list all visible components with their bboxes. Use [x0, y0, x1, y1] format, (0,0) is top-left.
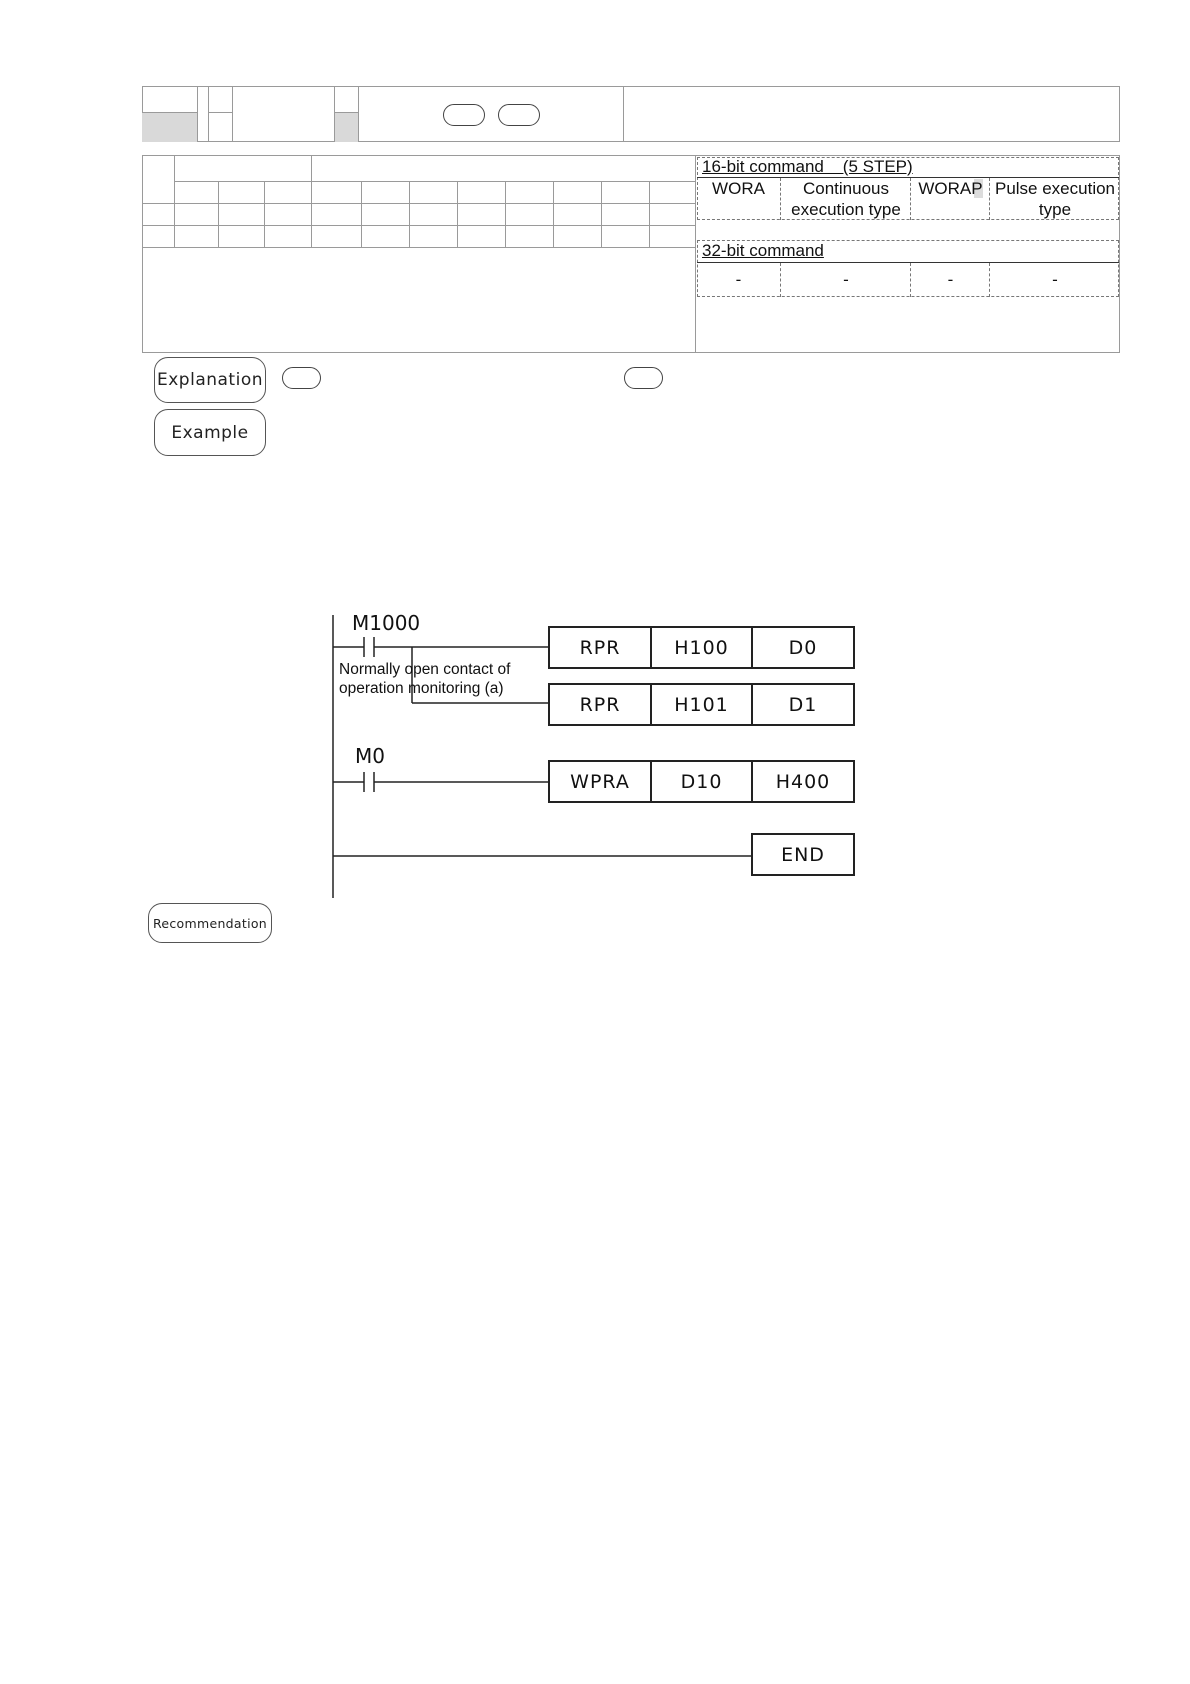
example-button[interactable]: Example [154, 409, 266, 456]
command-16bit-title: 16-bit command (5 STEP) [702, 157, 913, 176]
instruction-dst-1: D0 [751, 626, 855, 669]
instruction-src-2: H101 [650, 683, 753, 726]
contact-m0-label: M0 [355, 744, 385, 768]
command-32bit-value-2: - [843, 270, 849, 289]
instruction-src-1: H100 [650, 626, 753, 669]
command-32bit-value-3: - [947, 270, 954, 289]
contact-m1000-note-line2: operation monitoring (a) [339, 680, 504, 697]
instruction-op-1: RPR [548, 626, 652, 669]
instruction-op-3: WPRA [548, 760, 652, 803]
recommendation-button[interactable]: Recommendation [148, 903, 272, 943]
instruction-dst-3: H400 [751, 760, 855, 803]
command-32bit-title: 32-bit command [702, 241, 824, 260]
instruction-op-2: RPR [548, 683, 652, 726]
explanation-button[interactable]: Explanation [154, 357, 266, 403]
pulse-label: Pulse execution type [994, 179, 1116, 219]
contact-m1000-note-line1: Normally open contact of [339, 661, 511, 678]
continuous-label: Continuous execution type [791, 179, 901, 219]
contact-m1000-label: M1000 [352, 611, 421, 635]
instruction-src-3: D10 [650, 760, 753, 803]
command-32bit-value-4: - [1052, 270, 1058, 289]
pulse-mnemonic-text: WORAP [918, 179, 983, 198]
command-32bit-value-1: - [735, 270, 742, 289]
continuous-mnemonic: WORA [712, 179, 765, 198]
end-instruction: END [751, 833, 855, 876]
instruction-dst-2: D1 [751, 683, 855, 726]
